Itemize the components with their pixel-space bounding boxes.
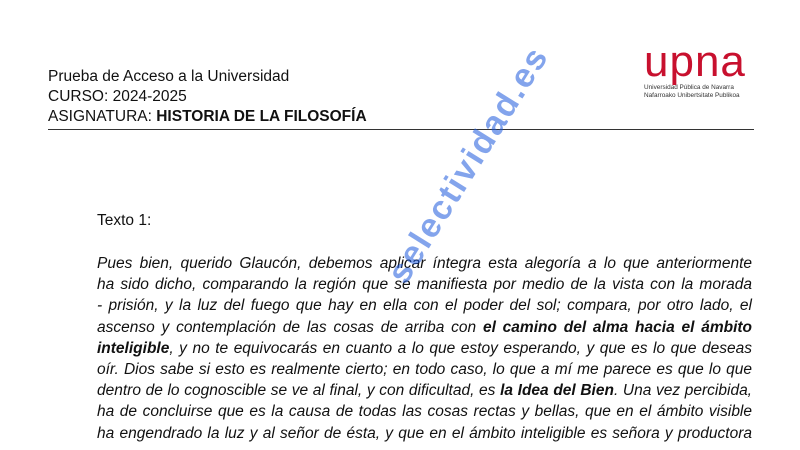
text-line (97, 253, 752, 274)
text-line (97, 401, 752, 422)
text-segment: , y no te equivocarás en cuanto a lo que estoy esperando, y que es lo que deseas (169, 339, 752, 357)
text-title: Texto 1: (97, 212, 152, 229)
text-segment: ha de concluirse que es la causa de todas las cosas rectas y bellas, que en el ámbito visible (97, 403, 752, 421)
logo-subtitle-es: Universidad Pública de Navarra (644, 84, 734, 91)
text-line (97, 317, 752, 338)
text-segment: dentro de lo cognoscible se ve al final, y con dificultad, es (97, 382, 501, 400)
subject-label: ASIGNATURA: (48, 108, 157, 125)
text-segment: Pues bien, querido Glaucón, debemos aplicar íntegra esta alegoría a lo que anteriormente (97, 255, 752, 272)
header-divider (48, 129, 754, 130)
logo-subtitle-eu: Nafarroako Unibertsitate Publikoa (644, 92, 740, 99)
subject-line (48, 107, 367, 127)
text-line (97, 295, 752, 316)
text-segment: - prisión, y la luz del fuego que hay en ella con el poder del sol; compara, por otro lado, el (97, 297, 752, 315)
text-segment: ha engendrado la luz y al señor de ésta, y que en el ámbito inteligible es señora y productora (97, 424, 752, 442)
text-line (97, 380, 752, 401)
text-line (97, 423, 752, 444)
text-line (97, 274, 752, 295)
document-header (48, 67, 367, 127)
text-body (97, 253, 752, 444)
text-line (97, 359, 752, 380)
emphasis-text: la Idea del Bien (500, 382, 614, 400)
logo-wordmark: upna (644, 37, 746, 86)
course-year: CURSO: 2024-2025 (48, 88, 187, 105)
exam-name: Prueba de Acceso a la Universidad (48, 68, 290, 85)
text-line (97, 338, 752, 359)
text-segment: oír. Dios sabe si esto es realmente cierto; en todo caso, lo que a mí me parece es que lo que (97, 361, 752, 379)
upna-logo (644, 37, 754, 100)
text-segment: ascenso y contemplación de las cosas de arriba con (97, 318, 483, 336)
text-segment: . Una vez percibida, (613, 382, 752, 400)
subject-name: HISTORIA DE LA FILOSOFÍA (156, 108, 367, 125)
emphasis-text: el camino del alma hacia el ámbito (482, 318, 753, 336)
watermark: selectividad.es (380, 39, 557, 291)
emphasis-text: inteligible (97, 339, 170, 357)
text-segment: ha sido dicho, comparando la región que se manifiesta por medio de la vista con la morada (97, 276, 752, 294)
